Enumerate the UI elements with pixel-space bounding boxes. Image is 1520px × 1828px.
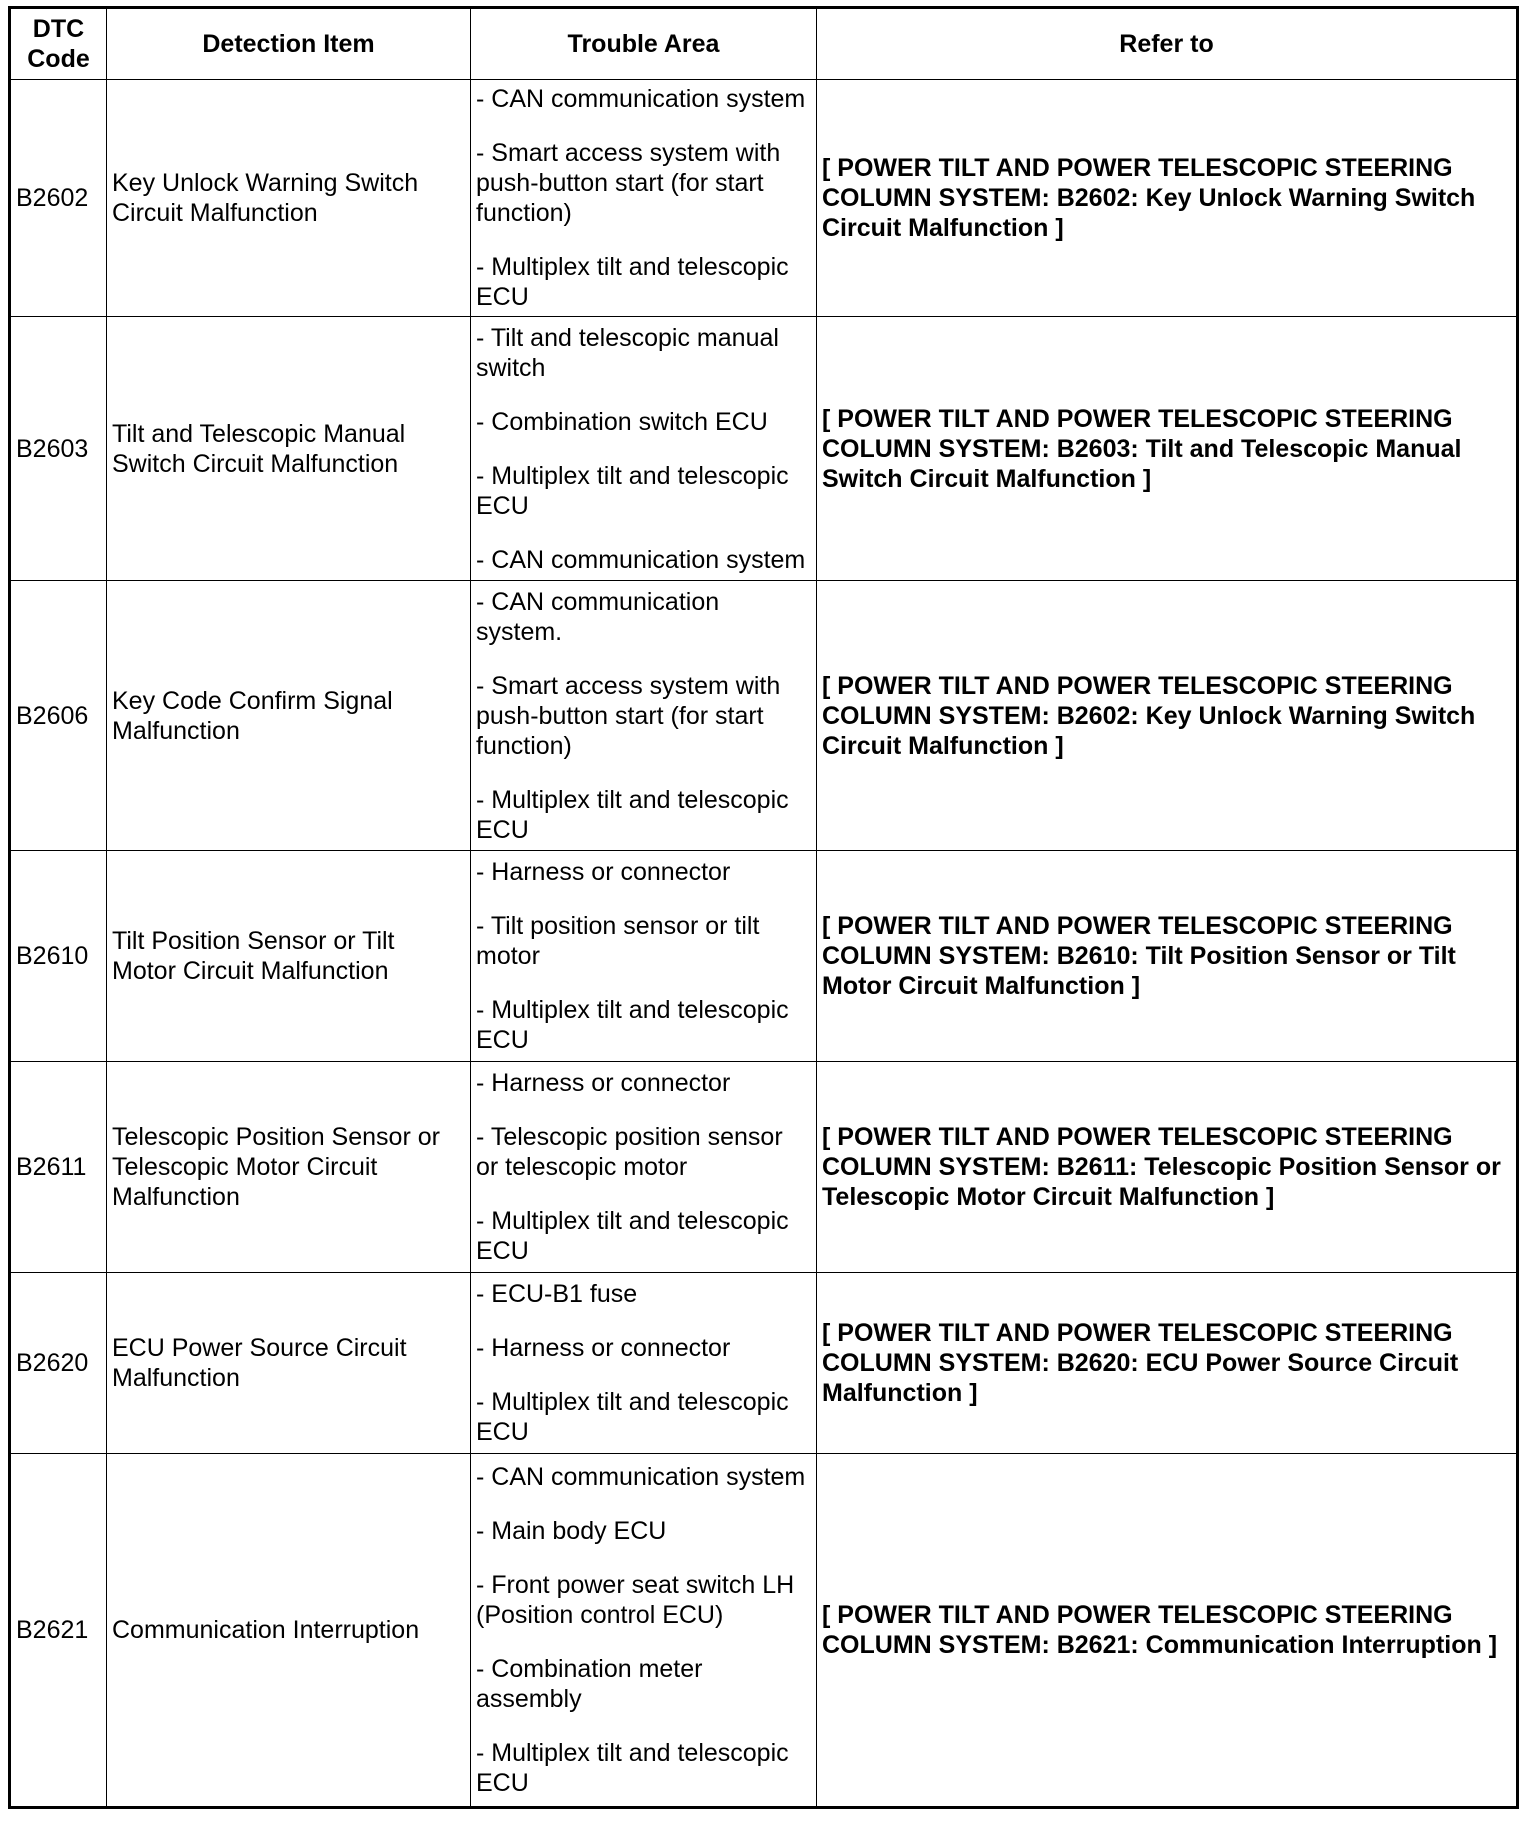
dtc-code-cell: B2602 [10, 80, 107, 317]
trouble-area-item: - Combination meter assembly [476, 1655, 703, 1713]
header-trouble-area: Trouble Area [471, 8, 817, 80]
trouble-area-item: - Front power seat switch LH (Position control ECU) [476, 1571, 795, 1629]
trouble-area-item: - Multiplex tilt and telescopic ECU [476, 1388, 789, 1446]
refer-to-link[interactable]: [ POWER TILT AND POWER TELESCOPIC STEERING COLUMN SYSTEM: B2611: Telescopic Position Sensor or Telescopic Motor Circuit Malfunction ] [817, 1062, 1518, 1273]
table-row [10, 1454, 1518, 1808]
trouble-area-item: - Multiplex tilt and telescopic ECU [476, 996, 789, 1054]
trouble-area-item: - Multiplex tilt and telescopic ECU [476, 461, 789, 520]
trouble-area-item: - Smart access system with push-button start (for start function) [476, 671, 781, 760]
trouble-area-item: - Multiplex tilt and telescopic ECU [476, 1739, 789, 1797]
dtc-code-cell: B2603 [10, 317, 107, 581]
dtc-code-cell: B2610 [10, 851, 107, 1062]
refer-to-link[interactable]: [ POWER TILT AND POWER TELESCOPIC STEERING COLUMN SYSTEM: B2620: ECU Power Source Circuit Malfunction ] [817, 1273, 1518, 1454]
trouble-area-item: - Multiplex tilt and telescopic ECU [476, 785, 789, 844]
detection-item-cell: Key Unlock Warning Switch Circuit Malfunction [107, 80, 471, 317]
detection-item-cell: Telescopic Position Sensor or Telescopic Motor Circuit Malfunction [107, 1062, 471, 1273]
table-body [10, 80, 1518, 1808]
trouble-area-cell [471, 1454, 817, 1808]
trouble-area-item: - Telescopic position sensor or telescopic motor [476, 1123, 783, 1181]
trouble-area-item: - CAN communication system [476, 1463, 806, 1491]
trouble-area-item: - Harness or connector [476, 1069, 731, 1097]
dtc-code-cell: B2621 [10, 1454, 107, 1808]
trouble-area-item: - Harness or connector [476, 1334, 731, 1362]
detection-item-cell: Tilt and Telescopic Manual Switch Circuit Malfunction [107, 317, 471, 581]
detection-item-cell: ECU Power Source Circuit Malfunction [107, 1273, 471, 1454]
trouble-area-item: - Multiplex tilt and telescopic ECU [476, 1207, 789, 1265]
dtc-code-cell: B2606 [10, 581, 107, 851]
refer-to-link[interactable]: [ POWER TILT AND POWER TELESCOPIC STEERING COLUMN SYSTEM: B2610: Tilt Position Sensor or Tilt Motor Circuit Malfunction ] [817, 851, 1518, 1062]
dtc-table [8, 6, 1519, 1809]
table-row [10, 1273, 1518, 1454]
trouble-area-item: - Tilt and telescopic manual switch [476, 323, 779, 382]
table-row [10, 851, 1518, 1062]
table-row [10, 581, 1518, 851]
trouble-area-item: - Harness or connector [476, 858, 731, 886]
table-row [10, 80, 1518, 317]
trouble-area-item: - CAN communication system [476, 85, 806, 113]
trouble-area-cell [471, 80, 817, 317]
trouble-area-item: - Main body ECU [476, 1517, 667, 1545]
dtc-code-cell: B2611 [10, 1062, 107, 1273]
trouble-area-cell [471, 317, 817, 581]
dtc-code-cell: B2620 [10, 1273, 107, 1454]
detection-item-cell: Tilt Position Sensor or Tilt Motor Circuit Malfunction [107, 851, 471, 1062]
trouble-area-item: - CAN communication system [476, 545, 806, 574]
trouble-area-item: - CAN communication system. [476, 587, 720, 646]
table-row [10, 317, 1518, 581]
refer-to-link[interactable]: [ POWER TILT AND POWER TELESCOPIC STEERING COLUMN SYSTEM: B2603: Tilt and Telescopic Manual Switch Circuit Malfunction ] [817, 317, 1518, 581]
header-dtc-code-line2: Code [27, 45, 90, 73]
trouble-area-cell [471, 1062, 817, 1273]
trouble-area-cell [471, 851, 817, 1062]
trouble-area-item: - Multiplex tilt and telescopic ECU [476, 253, 789, 311]
detection-item-cell: Communication Interruption [107, 1454, 471, 1808]
header-detection-item: Detection Item [107, 8, 471, 80]
refer-to-link[interactable]: [ POWER TILT AND POWER TELESCOPIC STEERING COLUMN SYSTEM: B2602: Key Unlock Warning Switch Circuit Malfunction ] [817, 581, 1518, 851]
header-refer-to: Refer to [817, 8, 1518, 80]
trouble-area-item: - Tilt position sensor or tilt motor [476, 912, 760, 970]
trouble-area-item: - Smart access system with push-button start (for start function) [476, 139, 781, 227]
refer-to-link[interactable]: [ POWER TILT AND POWER TELESCOPIC STEERING COLUMN SYSTEM: B2602: Key Unlock Warning Switch Circuit Malfunction ] [817, 80, 1518, 317]
table-row [10, 1062, 1518, 1273]
table-header [10, 8, 1518, 80]
trouble-area-cell [471, 1273, 817, 1454]
detection-item-cell: Key Code Confirm Signal Malfunction [107, 581, 471, 851]
header-row [10, 8, 1518, 80]
refer-to-link[interactable]: [ POWER TILT AND POWER TELESCOPIC STEERING COLUMN SYSTEM: B2621: Communication Interruption ] [817, 1454, 1518, 1808]
header-dtc-code-line1: DTC [32, 15, 85, 43]
trouble-area-item: - Combination switch ECU [476, 407, 768, 436]
header-dtc-code [10, 8, 107, 80]
trouble-area-item: - ECU-B1 fuse [476, 1280, 638, 1308]
trouble-area-cell [471, 581, 817, 851]
